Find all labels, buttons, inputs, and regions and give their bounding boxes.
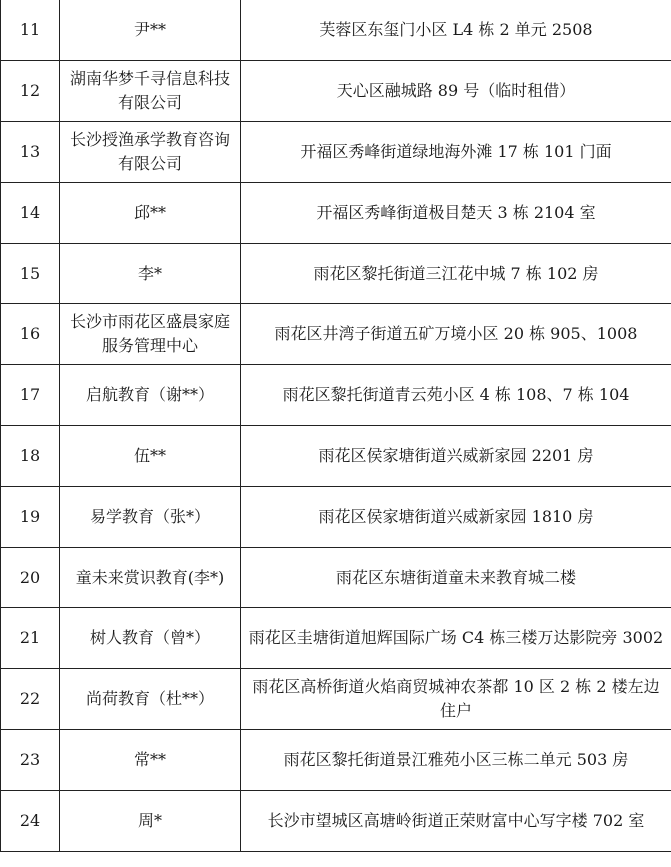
row-number: 19 (1, 486, 60, 547)
row-name: 启航教育（谢**） (60, 365, 241, 426)
row-name: 李* (60, 243, 241, 304)
row-number: 14 (1, 182, 60, 243)
row-number: 21 (1, 608, 60, 669)
row-number: 11 (1, 0, 60, 61)
row-name: 树人教育（曾*） (60, 608, 241, 669)
row-address: 雨花区高桥街道火焰商贸城神农茶都 10 区 2 栋 2 楼左边住户 (241, 669, 671, 730)
row-address: 开福区秀峰街道绿地海外滩 17 栋 101 门面 (241, 122, 671, 183)
row-address: 开福区秀峰街道极目楚天 3 栋 2104 室 (241, 182, 671, 243)
table-row (1, 61, 671, 122)
row-number: 18 (1, 426, 60, 487)
row-address: 雨花区黎托街道三江花中城 7 栋 102 房 (241, 243, 671, 304)
table-row (1, 182, 671, 243)
table-row (1, 547, 671, 608)
table-row (1, 122, 671, 183)
row-number: 17 (1, 365, 60, 426)
row-number: 24 (1, 790, 60, 851)
row-number: 12 (1, 61, 60, 122)
row-name: 伍** (60, 426, 241, 487)
row-number: 16 (1, 304, 60, 365)
row-address: 雨花区井湾子街道五矿万境小区 20 栋 905、1008 (241, 304, 671, 365)
table-row (1, 426, 671, 487)
row-number: 15 (1, 243, 60, 304)
row-name: 尹** (60, 0, 241, 61)
row-address: 雨花区东塘街道童未来教育城二楼 (241, 547, 671, 608)
table-row (1, 669, 671, 730)
row-number: 20 (1, 547, 60, 608)
table-row (1, 304, 671, 365)
row-address: 天心区融城路 89 号（临时租借） (241, 61, 671, 122)
row-number: 23 (1, 730, 60, 791)
row-address: 芙蓉区东玺门小区 L4 栋 2 单元 2508 (241, 0, 671, 61)
table-row (1, 243, 671, 304)
row-number: 13 (1, 122, 60, 183)
table-row (1, 790, 671, 851)
row-name: 邱** (60, 182, 241, 243)
row-address: 雨花区侯家塘街道兴威新家园 1810 房 (241, 486, 671, 547)
row-address: 雨花区黎托街道青云苑小区 4 栋 108、7 栋 104 (241, 365, 671, 426)
row-name: 尚荷教育（杜**） (60, 669, 241, 730)
row-name: 常** (60, 730, 241, 791)
row-name: 易学教育（张*） (60, 486, 241, 547)
table-row (1, 0, 671, 61)
row-address: 雨花区黎托街道景江雅苑小区三栋二单元 503 房 (241, 730, 671, 791)
table-row (1, 608, 671, 669)
row-name: 童未来赏识教育(李*) (60, 547, 241, 608)
table-row (1, 486, 671, 547)
row-name: 周* (60, 790, 241, 851)
table-row (1, 365, 671, 426)
table-row (1, 730, 671, 791)
row-address: 雨花区侯家塘街道兴威新家园 2201 房 (241, 426, 671, 487)
row-name: 湖南华梦千寻信息科技有限公司 (60, 61, 241, 122)
row-address: 长沙市望城区高塘岭街道正荣财富中心写字楼 702 室 (241, 790, 671, 851)
row-address: 雨花区圭塘街道旭辉国际广场 C4 栋三楼万达影院旁 3002 (241, 608, 671, 669)
row-name: 长沙授渔承学教育咨询有限公司 (60, 122, 241, 183)
row-name: 长沙市雨花区盛晨家庭服务管理中心 (60, 304, 241, 365)
row-number: 22 (1, 669, 60, 730)
